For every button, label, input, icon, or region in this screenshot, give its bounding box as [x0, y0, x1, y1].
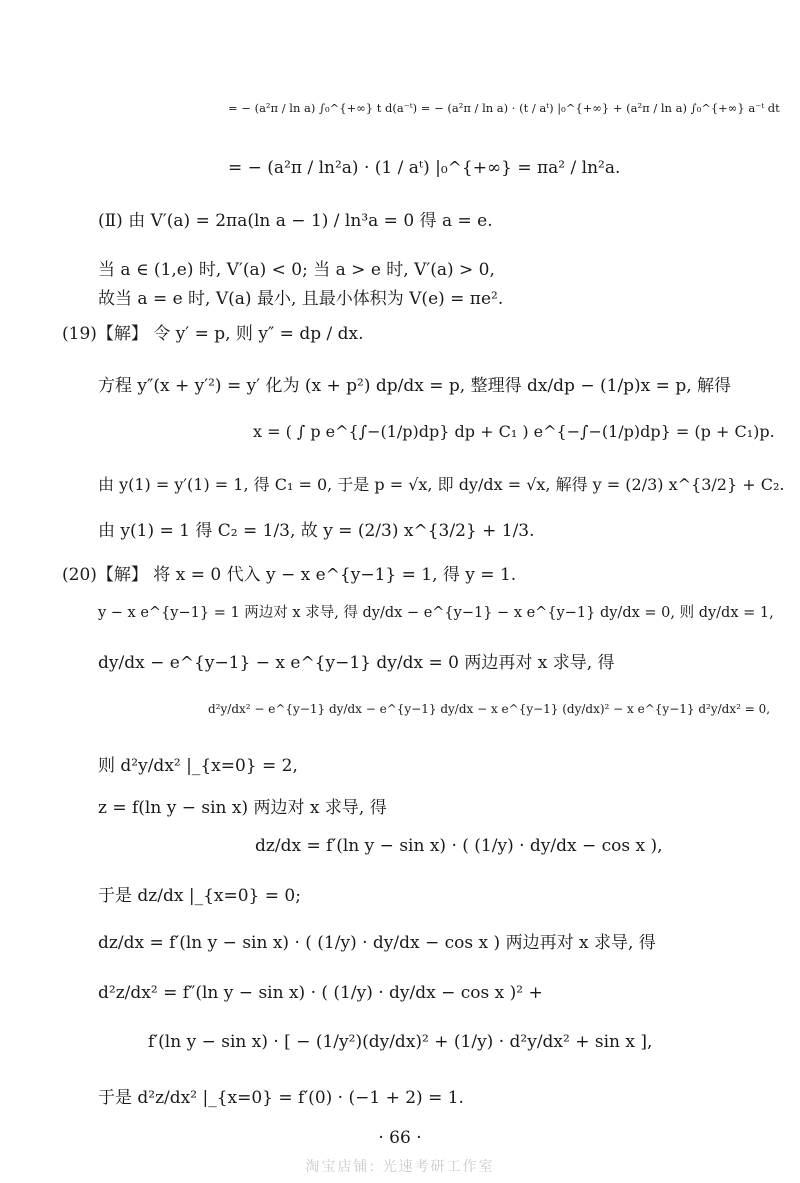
- math-line: x = ( ∫ p e^{∫−(1/p)dp} dp + C₁ ) e^{−∫−(1/p)dp} = (p + C₁)p.: [253, 422, 775, 441]
- math-line: 由 y(1) = 1 得 C₂ = 1/3, 故 y = (2/3) x^{3/2} + 1/3.: [98, 521, 535, 541]
- watermark: 淘宝店铺: 光速考研工作室: [305, 1159, 495, 1175]
- math-line: = − (a²π / ln²a) · (1 / aᵗ) |₀^{+∞} = πa² / ln²a.: [228, 158, 621, 178]
- math-line: d²z/dx² = f″(ln y − sin x) · ( (1/y) · dy/dx − cos x )² +: [98, 983, 543, 1003]
- math-line: y − x e^{y−1} = 1 两边对 x 求导, 得 dy/dx − e^{y−1} − x e^{y−1} dy/dx = 0, 则 dy/dx = 1,: [98, 605, 774, 621]
- math-line: 于是 d²z/dx² |_{x=0} = f′(0) · (−1 + 2) = 1.: [98, 1088, 464, 1108]
- math-line: dy/dx − e^{y−1} − x e^{y−1} dy/dx = 0 两边再对 x 求导, 得: [98, 653, 615, 673]
- math-line: d²y/dx² − e^{y−1} dy/dx − e^{y−1} dy/dx − x e^{y−1} (dy/dx)² − x e^{y−1} d²y/dx² = 0,: [208, 702, 771, 716]
- math-line: 由 y(1) = y′(1) = 1, 得 C₁ = 0, 于是 p = √x, 即 dy/dx = √x, 解得 y = (2/3) x^{3/2} + C₂.: [98, 475, 785, 494]
- math-line: dz/dx = f′(ln y − sin x) · ( (1/y) · dy/dx − cos x ) 两边再对 x 求导, 得: [98, 933, 656, 953]
- math-line: 故当 a = e 时, V(a) 最小, 且最小体积为 V(e) = πe².: [98, 289, 504, 309]
- math-line: 当 a ∈ (1,e) 时, V′(a) < 0; 当 a > e 时, V′(a) > 0,: [98, 260, 495, 280]
- math-line: = − (a²π / ln a) ∫₀^{+∞} t d(a⁻ᵗ) = − (a²π / ln a) · (t / aᵗ) |₀^{+∞} + (a²π / ln a) ∫₀^{+∞} a⁻ᵗ dt: [228, 101, 780, 115]
- math-line: f′(ln y − sin x) · [ − (1/y²)(dy/dx)² + (1/y) · d²y/dx² + sin x ],: [148, 1032, 653, 1052]
- page-number: · 66 ·: [378, 1128, 422, 1148]
- math-line: (19)【解】 令 y′ = p, 则 y″ = dp / dx.: [62, 324, 364, 344]
- math-line: 则 d²y/dx² |_{x=0} = 2,: [98, 756, 298, 776]
- math-line: dz/dx = f′(ln y − sin x) · ( (1/y) · dy/dx − cos x ),: [255, 836, 663, 856]
- math-line: 方程 y″(x + y′²) = y′ 化为 (x + p²) dp/dx = p, 整理得 dx/dp − (1/p)x = p, 解得: [98, 376, 732, 396]
- math-line: (Ⅱ) 由 V′(a) = 2πa(ln a − 1) / ln³a = 0 得 a = e.: [98, 211, 493, 231]
- math-line: (20)【解】 将 x = 0 代入 y − x e^{y−1} = 1, 得 y = 1.: [62, 565, 517, 585]
- math-line: 于是 dz/dx |_{x=0} = 0;: [98, 886, 301, 906]
- math-line: z = f(ln y − sin x) 两边对 x 求导, 得: [98, 798, 387, 818]
